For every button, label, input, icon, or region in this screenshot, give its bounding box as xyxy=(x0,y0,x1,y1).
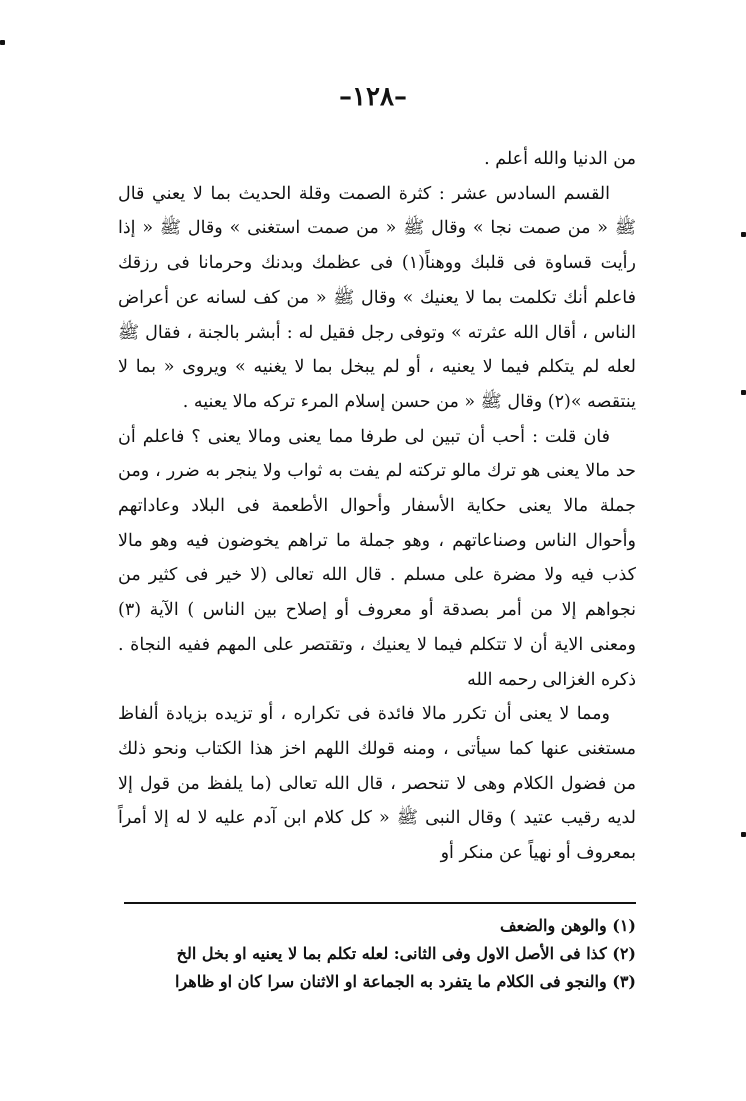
footnotes xyxy=(118,912,636,996)
paragraph: القسم السادس عشر : كثرة الصمت وقلة الحديث بما لا يعني قال ﷺ « من صمت نجا » وقال ﷺ « من صمت استغنى » وقال ﷺ « إذا رأيت قساوة فى قلبك ووهناً(١) فى عظمك وبدنك وحرمانا فى رزقك فاعلم أنك تكلمت بما لا يعنيك » وقال ﷺ « من كف لسانه عن أعراض الناس ، أقال الله عثرته » وتوفى رجل فقيل له : أبشر بالجنة ، فقال ﷺ لعله لم يتكلم فيما لا يعنيه ، أو لم يبخل بما لا يغنيه » ويروى « بما لا ينتقصه »(٢) وقال ﷺ « من حسن إسلام المرء تركه مالا يعنيه . xyxy=(118,183,636,412)
footnote-divider xyxy=(124,902,636,904)
paragraph: فان قلت : أحب أن تبين لى طرفا مما يعنى ومالا يعنى ؟ فاعلم أن حد مالا يعنى هو ترك مالو تركته لم يفت به ثواب ولا ينجر به ضرر ، ومن جملة مالا يعنى حكاية الأسفار وأحوال الأطعمة فى البلاد وعاداتهم وأحوال الناس وصناعاتهم ، وهو جملة ما تراهم يخوضون فيه وهو مالا كذب فيه ولا مضرة على مسلم . قال الله تعالى (لا خير فى كثير من نجواهم إلا من أمر بصدقة أو معروف أو إصلاح بين الناس ) الآية (٣) ومعنى الاية أن لا تتكلم فيما لا يعنيك ، وتقتصر على المهم ففيه النجاة . ذكره الغزالى رحمه الله xyxy=(118,426,636,690)
paragraph: من الدنيا والله أعلم . xyxy=(484,149,636,169)
paragraph: ومما لا يعنى أن تكرر مالا فائدة فى تكراره ، أو تزيده بزيادة ألفاظ مستغنى عنها كما سيأتى ، ومنه قولك اللهم اخز هذا الكتاب ونحو ذلك من فضول الكلام وهى لا تنحصر ، قال الله تعالى (ما يلفظ من قول إلا لديه رقيب عتيد ) وقال النبى ﷺ « كل كلام ابن آدم عليه لا له إلا أمراً بمعروف أو نهياً عن منكر أو xyxy=(118,704,636,864)
footnote: (٢) كذا فى الأصل الاول وفى الثانى: لعله تكلم بما لا يعنيه او بخل الخ xyxy=(176,944,636,963)
scan-edge-mark xyxy=(741,390,746,395)
scan-edge-mark xyxy=(741,832,746,837)
scan-edge-mark xyxy=(741,232,746,237)
page-number: –١٢٨– xyxy=(339,82,407,112)
footnote: (٣) والنجو فى الكلام ما يتفرد به الجماعة او الاثنان سرا كان او ظاهرا xyxy=(175,972,636,991)
footnote: (١) والوهن والضعف xyxy=(499,916,636,935)
main-text xyxy=(118,142,636,871)
scan-edge-mark xyxy=(0,40,5,45)
